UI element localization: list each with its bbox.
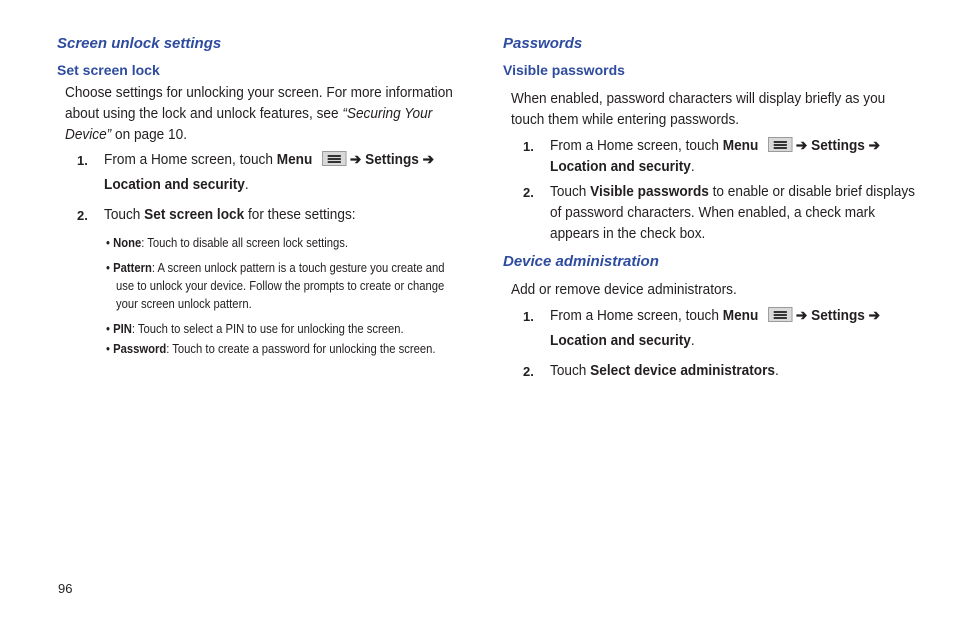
step-number: 1.: [523, 139, 534, 154]
select-device-administrators-label: Select device administrators: [590, 363, 776, 379]
settings-label: ➔ Settings ➔: [795, 138, 881, 154]
bullet-text: : A screen unlock pattern is a touch gesture you create and: [151, 261, 445, 275]
step-text: to enable or disable brief displays: [712, 184, 915, 200]
location-security-label: Location and security: [550, 159, 691, 175]
menu-label: Menu: [722, 138, 759, 154]
intro-line-2: [65, 104, 432, 125]
intro-text: Choose settings for unlocking your screen. For more information: [65, 85, 453, 101]
menu-icon: [768, 137, 792, 152]
bullet-password: [106, 340, 436, 358]
p-step-2-line-3: appears in the check box.: [550, 226, 706, 242]
menu-icon: [768, 307, 792, 322]
bullet-none: [106, 234, 348, 252]
step-text: Touch: [104, 207, 141, 223]
step-number: 2.: [77, 208, 88, 223]
device-admin-intro: Add or remove device administrators.: [511, 282, 737, 298]
step-number: 1.: [523, 309, 534, 324]
d-step-2-line: [550, 361, 779, 382]
p-step-2-line-1: [550, 182, 915, 203]
bullet-pattern-line-3: your screen unlock pattern.: [116, 297, 252, 311]
visible-passwords-label: Visible passwords: [590, 184, 709, 200]
menu-label: Menu: [276, 152, 313, 168]
d-step-1-line-1: [550, 306, 880, 327]
bullet-text: : Touch to disable all screen lock settings.: [141, 236, 349, 250]
step-text: for these settings:: [247, 207, 356, 223]
intro-reference: Device”: [65, 127, 112, 143]
intro-line-2: touch them while entering passwords.: [511, 112, 740, 128]
step-1-line-2: [104, 175, 249, 196]
step-number: 2.: [523, 364, 534, 379]
bullet-icon: •: [106, 342, 110, 356]
intro-line-3: [65, 125, 187, 146]
menu-label: Menu: [722, 308, 759, 324]
subsection-title-visible-passwords: Visible passwords: [503, 62, 625, 78]
intro-reference: “Securing Your: [342, 106, 433, 122]
intro-line-1: When enabled, password characters will display briefly as you: [511, 91, 886, 107]
bullet-label: Password: [113, 342, 167, 356]
d-step-1-line-2: [550, 331, 695, 352]
location-security-label: Location and security: [104, 177, 245, 193]
bullet-icon: •: [106, 322, 110, 336]
step-text: .: [690, 333, 695, 349]
bullet-pin: [106, 320, 404, 338]
bullet-pattern: [106, 259, 445, 277]
p-step-1-line-2: [550, 157, 695, 178]
section-title-device-administration: Device administration: [503, 253, 659, 270]
p-step-1-line-1: [550, 136, 880, 157]
subsection-title-set-screen-lock: Set screen lock: [57, 62, 160, 78]
step-text: .: [244, 177, 249, 193]
step-2-line: [104, 205, 356, 226]
bullet-label: PIN: [113, 322, 132, 336]
settings-label: ➔ Settings ➔: [795, 308, 881, 324]
bullet-text: : Touch to create a password for unlocking the screen.: [166, 342, 436, 356]
step-text: .: [775, 363, 779, 379]
section-title-passwords: Passwords: [503, 35, 583, 52]
step-text: Touch: [550, 184, 587, 200]
page-number: 96: [58, 581, 73, 596]
step-text: From a Home screen, touch: [550, 138, 719, 154]
intro-line-1: [65, 83, 453, 104]
step-text: From a Home screen, touch: [104, 152, 273, 168]
step-1-line-1: [104, 150, 434, 171]
bullet-pattern-line-2: use to unlock your device. Follow the prompts to create or change: [116, 279, 445, 293]
settings-label: ➔ Settings ➔: [349, 152, 435, 168]
bullet-label: None: [113, 236, 142, 250]
step-number: 2.: [523, 185, 534, 200]
intro-text: about using the lock and unlock features, see: [65, 106, 339, 122]
bullet-text: : Touch to select a PIN to use for unlocking the screen.: [131, 322, 404, 336]
location-security-label: Location and security: [550, 333, 691, 349]
step-text: From a Home screen, touch: [550, 308, 719, 324]
step-number: 1.: [77, 153, 88, 168]
menu-icon: [322, 151, 346, 166]
step-text: .: [690, 159, 695, 175]
intro-text: on page 10.: [114, 127, 188, 143]
bullet-icon: •: [106, 261, 110, 275]
bullet-label: Pattern: [113, 261, 152, 275]
step-text: Touch: [550, 363, 587, 379]
p-step-2-line-2: of password characters. When enabled, a check mark: [550, 205, 876, 221]
set-screen-lock-label: Set screen lock: [144, 207, 245, 223]
bullet-icon: •: [106, 236, 110, 250]
section-title-screen-unlock: Screen unlock settings: [57, 35, 222, 52]
